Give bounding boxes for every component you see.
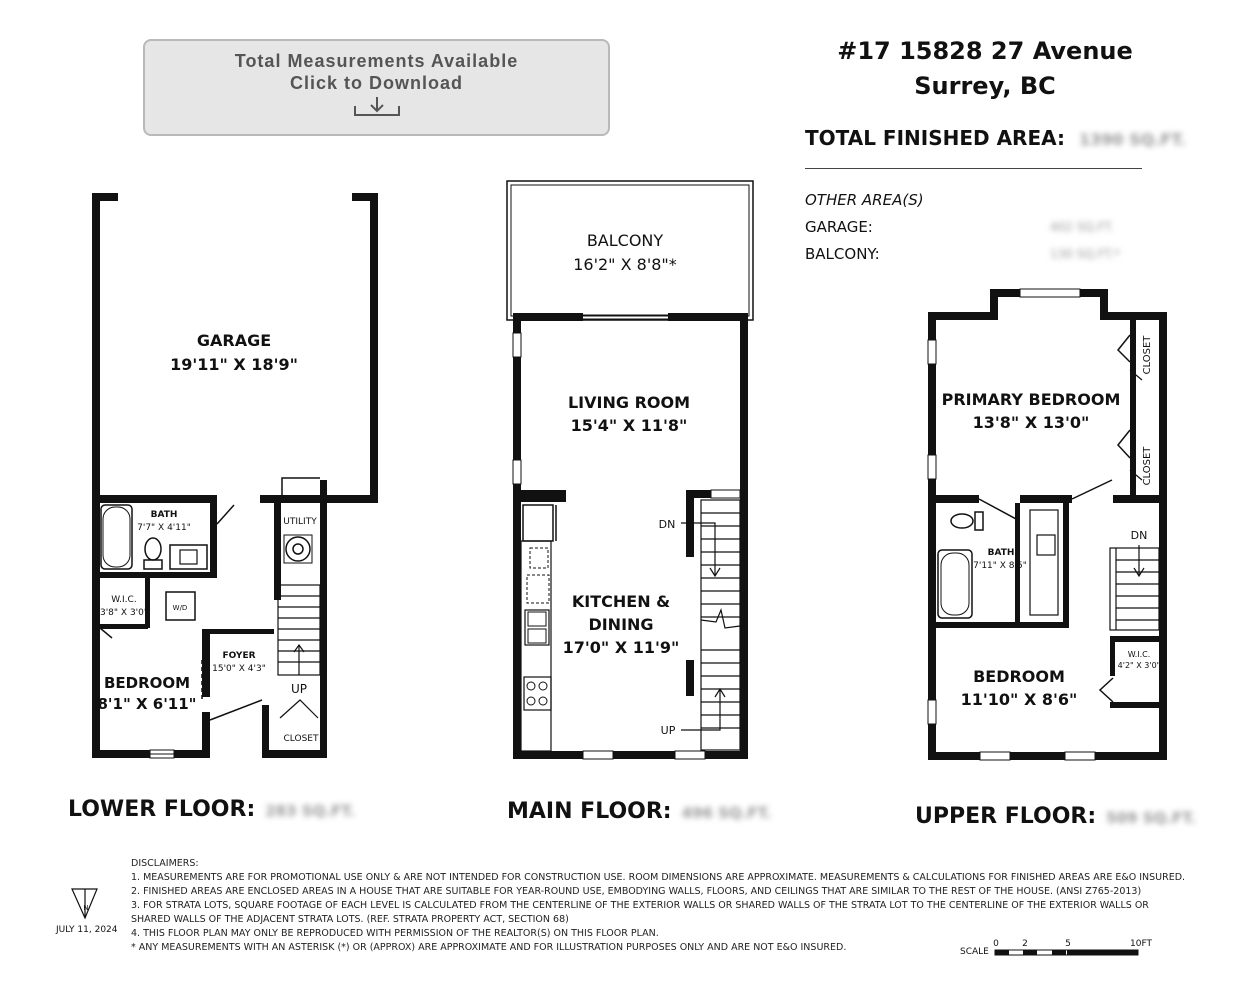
- main-floor-plan: [507, 181, 753, 759]
- living-room-dims: 15'4" X 11'8": [570, 416, 688, 435]
- primary-bedroom-name: PRIMARY BEDROOM: [941, 390, 1121, 409]
- disclaimers-title: DISCLAIMERS:: [131, 858, 199, 869]
- lower-floor-area: 283 SQ.FT.: [265, 802, 355, 820]
- utility-name: UTILITY: [283, 517, 317, 527]
- other-area-garage-label: GARAGE:: [805, 218, 873, 236]
- upper-bedroom-dims: 11'10" X 8'6": [960, 690, 1078, 709]
- upper-floor-label: UPPER FLOOR:: [915, 804, 1097, 829]
- disclaimer-line: * ANY MEASUREMENTS WITH AN ASTERISK (*) OR (APPROX) ARE APPROXIMATE AND FOR ILLUSTRATION PURPOSES ONLY AND ARE NOT E&O INSURED.: [131, 942, 847, 953]
- other-area-balcony-value: 130 SQ.FT.*: [1050, 247, 1121, 261]
- scale-tick-0: 0: [993, 939, 999, 949]
- other-area-balcony-label: BALCONY:: [805, 245, 880, 263]
- garage-name: GARAGE: [196, 331, 272, 350]
- primary-bedroom-dims: 13'8" X 13'0": [972, 413, 1090, 432]
- lower-floor-label: LOWER FLOOR:: [68, 797, 256, 822]
- lower-bath-name: BATH: [150, 510, 178, 520]
- north-label: N: [83, 904, 89, 912]
- other-area-garage-value: 402 SQ.FT.: [1050, 220, 1115, 234]
- total-finished-area: [805, 126, 1186, 150]
- download-button-line1: Total Measurements Available: [234, 51, 519, 71]
- scale-label: SCALE: [960, 947, 989, 957]
- total-area-value: 1390 SQ.FT.: [1078, 130, 1186, 149]
- dining-name: DINING: [588, 615, 654, 634]
- disclaimers: [131, 857, 1191, 955]
- lower-wic-name: W.I.C.: [111, 595, 137, 605]
- upper-wic-name: W.I.C.: [1127, 650, 1151, 659]
- upper-closet1-label: CLOSET: [1142, 335, 1153, 375]
- upper-bath-name: BATH: [987, 548, 1015, 558]
- scale-tick-2: 2: [1022, 939, 1028, 949]
- lower-wic-dims: 3'8" X 3'0": [99, 608, 149, 618]
- lower-bath-dims: 7'7" X 4'11": [137, 523, 191, 533]
- upper-wic-dims: 4'2" X 3'0": [1117, 661, 1161, 670]
- total-area-label: TOTAL FINISHED AREA:: [805, 126, 1065, 150]
- lower-stair-up: UP: [290, 682, 308, 696]
- main-stair-up: UP: [660, 724, 676, 737]
- disclaimer-line: SHARED WALLS OF THE ADJACENT STRATA LOTS. (REF. STRATA PROPERTY ACT, SECTION 68): [131, 914, 569, 925]
- download-icon: [353, 96, 401, 118]
- upper-stair-dn: DN: [1130, 529, 1148, 542]
- balcony-dims: 16'2" X 8'8"*: [573, 255, 677, 274]
- address-line1: #17 15828 27 Avenue: [837, 37, 1133, 65]
- lower-floor-title: [68, 797, 355, 822]
- upper-floor-plan: [928, 289, 1167, 760]
- upper-bedroom-name: BEDROOM: [973, 667, 1065, 686]
- address-line2: Surrey, BC: [914, 72, 1056, 100]
- scale-tick-5: 5: [1065, 939, 1071, 949]
- foyer-dims: 15'0" X 4'3": [212, 664, 266, 674]
- download-button-line2: Click to Download: [289, 73, 463, 93]
- garage-dims: 19'11" X 18'9": [170, 355, 298, 374]
- lower-floor-plan: [92, 193, 378, 758]
- disclaimer-line: 2. FINISHED AREAS ARE ENCLOSED AREAS IN A HOUSE THAT ARE SUITABLE FOR YEAR-ROUND USE, EMBODYING WALLS, FLOORS, AND CEILINGS THAT ARE SIMILAR TO THE REST OF THE HOUSE. (ANSI Z765-2013): [131, 886, 1142, 897]
- north-arrow-icon: [72, 889, 97, 918]
- upper-floor-area: 509 SQ.FT.: [1106, 809, 1196, 827]
- lower-bedroom-name: BEDROOM: [103, 674, 191, 692]
- disclaimer-line: 4. THIS FLOOR PLAN MAY ONLY BE REPRODUCED WITH PERMISSION OF THE REALTOR(S) ON THIS FLOOR PLAN.: [131, 928, 659, 939]
- washer-dryer-label: W/D: [172, 604, 188, 612]
- balcony-name: BALCONY: [586, 231, 664, 250]
- upper-floor-title: [915, 804, 1196, 829]
- lower-bedroom-dims: 8'1" X 6'11": [97, 695, 197, 713]
- upper-bath-dims: 7'11" X 8'5": [973, 561, 1027, 571]
- scale-tick-10: 10FT: [1130, 939, 1152, 949]
- main-floor-title: [507, 799, 771, 824]
- lower-closet-name: CLOSET: [283, 734, 319, 744]
- main-floor-label: MAIN FLOOR:: [507, 799, 672, 824]
- disclaimer-line: 3. FOR STRATA LOTS, SQUARE FOOTAGE OF EACH LEVEL IS CALCULATED FROM THE CENTERLINE OF THE EXTERIOR WALLS OR SHARED WALLS OF THE STRATA LOT TO THE CENTERLINE OF THE EXTERIOR WALLS OR: [131, 900, 1149, 911]
- main-floor-area: 496 SQ.FT.: [681, 804, 772, 822]
- other-areas-title: OTHER AREA(S): [805, 191, 924, 209]
- living-room-name: LIVING ROOM: [567, 393, 691, 412]
- header-divider: [805, 168, 1142, 169]
- download-measurements-button[interactable]: [143, 39, 610, 136]
- main-stair-dn: DN: [658, 518, 676, 531]
- plan-date: JULY 11, 2024: [56, 925, 118, 935]
- kitchen-dims: 17'0" X 11'9": [562, 638, 680, 657]
- kitchen-name: KITCHEN &: [571, 592, 671, 611]
- foyer-name: FOYER: [222, 651, 256, 661]
- property-address: [790, 34, 1180, 104]
- upper-closet2-label: CLOSET: [1142, 446, 1153, 486]
- disclaimer-line: 1. MEASUREMENTS ARE FOR PROMOTIONAL USE ONLY & ARE NOT INTENDED FOR CONSTRUCTION USE. ROOM DIMENSIONS ARE APPROXIMATE. MEASUREMENTS & CALCULATIONS FOR FINISHED AREAS ARE E&O INSURED.: [131, 872, 1186, 883]
